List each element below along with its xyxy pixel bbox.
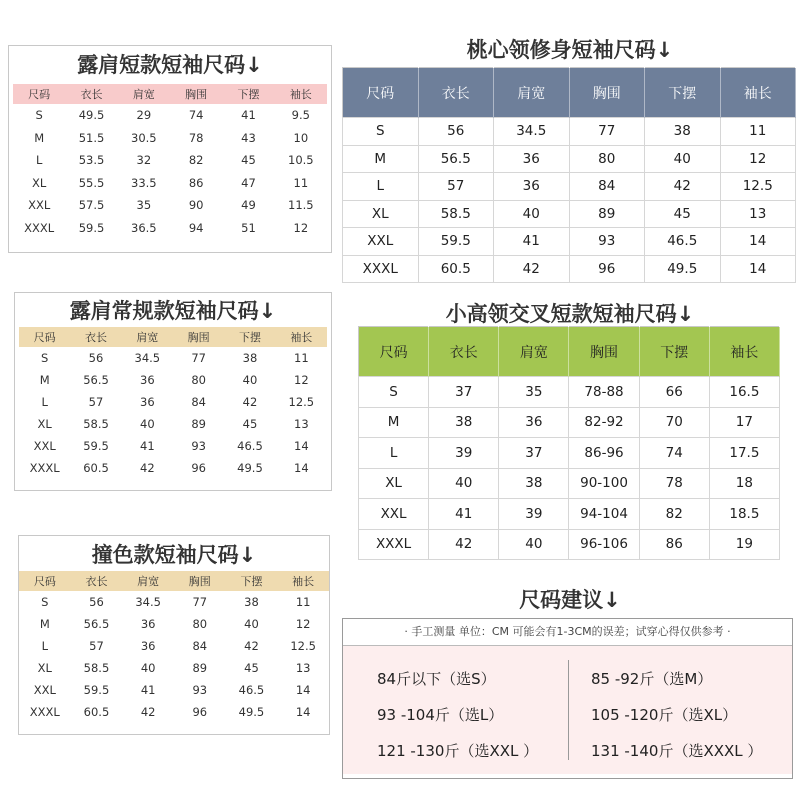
column-header: 胸围 [185, 88, 208, 101]
advice-item: 85 -92斤（选M） [591, 670, 713, 688]
column-header: 袖长 [290, 331, 313, 344]
table-cell: 53.5 [78, 153, 105, 168]
table-cell: 60.5 [83, 461, 109, 475]
table-cell: 38 [499, 468, 569, 499]
size-cell: XXXL [343, 255, 419, 283]
table-cell: 59.5 [83, 439, 109, 453]
table-row [19, 369, 327, 391]
table-row [343, 228, 796, 256]
table-cell: 77 [569, 118, 645, 146]
table-cell: 84 [569, 173, 645, 201]
table-cell: 35 [136, 198, 152, 213]
table-cell: 41 [429, 499, 499, 530]
table-cell: 49.5 [238, 705, 265, 719]
table-cell: 36 [494, 173, 570, 201]
table-cell: 10.5 [288, 153, 314, 168]
table-cell: 11 [295, 595, 311, 609]
column-header: 胸围 [188, 575, 211, 588]
table-cell: 14 [295, 705, 311, 719]
table-cell: 49.5 [645, 255, 721, 283]
table-row [19, 347, 327, 369]
table-header-row [19, 327, 327, 347]
table-cell: 18.5 [709, 499, 779, 530]
table-cell: 11 [720, 118, 796, 146]
table-cell: 14 [720, 228, 796, 256]
size-cell: M [359, 407, 429, 438]
table-cell: 38 [244, 595, 259, 609]
column-header: 袖长 [709, 327, 779, 377]
table-cell: 45 [645, 200, 721, 228]
column-header: 衣长 [85, 575, 108, 588]
table-cell: 82 [188, 153, 204, 168]
column-header: 肩宽 [136, 331, 159, 344]
table-row [359, 499, 780, 530]
table-cell: 37 [499, 438, 569, 469]
size-cell: XL [343, 200, 419, 228]
column-header: 衣长 [429, 327, 499, 377]
table-cell: 34.5 [135, 595, 161, 609]
table-cell: 9.5 [291, 108, 310, 123]
column-header: 尺码 [33, 331, 56, 344]
column-header: 袖长 [720, 68, 796, 118]
table-cell: 34.5 [494, 118, 570, 146]
table-cell: 96 [569, 255, 645, 283]
size-cell: L [359, 438, 429, 469]
table-cell: 41 [494, 228, 570, 256]
table-cell: 12 [720, 145, 796, 173]
table-cell: 57.5 [78, 198, 105, 213]
table-cell: 40 [242, 373, 258, 387]
table-cell: 42 [140, 461, 155, 475]
size-cell: L [343, 173, 419, 201]
column-header: 衣长 [80, 88, 103, 101]
table-cell: 49 [241, 198, 256, 213]
table-cell: 90 [188, 198, 204, 213]
table-title: 露肩短款短袖尺码↓ [77, 53, 263, 77]
column-header: 胸围 [569, 327, 639, 377]
table-cell: 56.5 [83, 617, 110, 631]
table-cell: 56 [88, 351, 104, 365]
table-cell: 12.5 [288, 395, 315, 409]
table-cell: 41 [140, 683, 156, 697]
table-cell: 40 [499, 529, 569, 560]
table-cell: 41 [241, 108, 256, 123]
table-cell: 36 [140, 373, 155, 387]
column-header: 袖长 [292, 575, 315, 588]
table-cell: 42 [429, 529, 499, 560]
size-advice-box [342, 618, 793, 779]
size-cell: M [34, 130, 45, 145]
size-cell: S [35, 108, 43, 123]
table-cell: 40 [244, 617, 259, 631]
table-row [13, 172, 327, 195]
table-cell: 45 [242, 417, 258, 431]
table-row [359, 438, 780, 469]
table-cell: 34.5 [134, 351, 161, 365]
table-cell: 40 [140, 661, 156, 675]
table-cell: 84 [191, 395, 206, 409]
table-cell: 66 [639, 377, 709, 408]
table-cell: 18 [709, 468, 779, 499]
column-header: 尺码 [359, 327, 429, 377]
table-cell: 56.5 [83, 373, 109, 387]
table-cell: 58.5 [418, 200, 494, 228]
table-cell: 16.5 [709, 377, 779, 408]
table-cell: 58.5 [83, 417, 109, 431]
table-cell: 38 [429, 407, 499, 438]
table-row [19, 613, 329, 635]
table-cell: 36 [499, 407, 569, 438]
table-cell: 93 [192, 683, 208, 697]
table-cell: 60.5 [418, 255, 494, 283]
table-cell: 42 [140, 705, 156, 719]
table-cell: 13 [295, 661, 311, 675]
table-cell: 78 [188, 130, 204, 145]
column-header: 袖长 [289, 88, 312, 101]
table-cell: 51 [241, 220, 256, 235]
table-card-taoxin [342, 67, 796, 283]
table-row [13, 194, 327, 217]
table-row [19, 435, 327, 457]
size-table [13, 84, 327, 239]
table-row [19, 457, 327, 479]
size-cell: M [39, 617, 50, 631]
table-cell: 40 [140, 417, 155, 431]
table-cell: 46.5 [645, 228, 721, 256]
table-cell: 41 [140, 439, 155, 453]
table-cell: 43 [241, 130, 256, 145]
table-cell: 59.5 [418, 228, 494, 256]
table-row [13, 104, 327, 127]
table-cell: 45 [241, 153, 256, 168]
table-row [343, 173, 796, 201]
size-cell: S [343, 118, 419, 146]
size-table [19, 327, 327, 479]
table-cell: 96 [191, 461, 206, 475]
table-cell: 56 [418, 118, 494, 146]
table-cell: 77 [191, 351, 206, 365]
column-header: 肩宽 [137, 575, 160, 588]
table-row [19, 591, 329, 613]
table-cell: 40 [429, 468, 499, 499]
column-header: 尺码 [33, 575, 56, 588]
table-title: 桃心领修身短袖尺码↓ [466, 38, 674, 62]
table-cell: 11 [293, 175, 309, 190]
table-cell: 12 [293, 220, 309, 235]
table-row [19, 657, 329, 679]
table-cell: 80 [192, 617, 208, 631]
table-row [19, 679, 329, 701]
size-cell: M [343, 145, 419, 173]
advice-item: 84斤以下（选S） [377, 670, 496, 688]
table-card-zhuangse [18, 535, 330, 735]
table-cell: 13 [720, 200, 796, 228]
table-cell: 90-100 [569, 468, 639, 499]
table-row [359, 529, 780, 560]
size-cell: XL [359, 468, 429, 499]
table-cell: 42 [494, 255, 570, 283]
column-header: 下摆 [238, 331, 261, 344]
table-cell: 74 [188, 108, 204, 123]
size-cell: XXL [33, 683, 56, 697]
column-header: 衣长 [84, 331, 107, 344]
table-cell: 36.5 [131, 220, 157, 235]
table-row [19, 701, 329, 723]
table-cell: 82-92 [569, 407, 639, 438]
table-cell: 94-104 [569, 499, 639, 530]
table-row [359, 377, 780, 408]
table-cell: 56.5 [418, 145, 494, 173]
size-table [358, 326, 780, 560]
size-cell: L [41, 639, 49, 653]
table-cell: 42 [244, 639, 259, 653]
table-cell: 36 [494, 145, 570, 173]
column-header: 尺码 [343, 68, 419, 118]
advice-item: 121 -130斤（选XXL ） [377, 742, 539, 760]
column-header: 衣长 [418, 68, 494, 118]
table-cell: 58.5 [83, 661, 110, 675]
table-row [13, 127, 327, 150]
table-cell: 51.5 [78, 130, 105, 145]
table-cell: 36 [140, 395, 155, 409]
size-cell: L [41, 395, 48, 409]
table-cell: 56 [89, 595, 104, 609]
size-cell: XXXL [359, 529, 429, 560]
size-cell: XL [32, 175, 47, 190]
column-header: 下摆 [645, 68, 721, 118]
table-cell: 89 [569, 200, 645, 228]
table-row [359, 468, 780, 499]
table-cell: 33.5 [131, 175, 157, 190]
table-cell: 12 [294, 373, 309, 387]
table-header-row [13, 84, 327, 104]
table-cell: 80 [569, 145, 645, 173]
column-header: 下摆 [237, 88, 260, 101]
table-row [343, 200, 796, 228]
table-row [13, 217, 327, 240]
table-cell: 82 [639, 499, 709, 530]
table-row [343, 145, 796, 173]
table-cell: 14 [720, 255, 796, 283]
table-cell: 80 [191, 373, 206, 387]
table-card-lujian-short [8, 45, 332, 253]
table-cell: 78-88 [569, 377, 639, 408]
table-cell: 55.5 [78, 175, 105, 190]
table-cell: 93 [569, 228, 645, 256]
table-cell: 86 [639, 529, 709, 560]
size-table [19, 571, 329, 723]
table-cell: 35 [499, 377, 569, 408]
table-cell: 13 [294, 417, 309, 431]
size-cell: XXXL [29, 461, 60, 475]
table-cell: 57 [89, 639, 104, 653]
table-cell: 37 [429, 377, 499, 408]
table-header-row [343, 68, 796, 118]
advice-item: 105 -120斤（选XL） [591, 706, 738, 724]
table-cell: 14 [294, 439, 309, 453]
table-row [359, 407, 780, 438]
table-cell: 46.5 [238, 683, 265, 697]
size-cell: M [39, 373, 50, 387]
table-cell: 89 [192, 661, 208, 675]
column-header: 肩宽 [499, 327, 569, 377]
advice-body [343, 646, 792, 774]
table-row [19, 413, 327, 435]
table-cell: 77 [192, 595, 208, 609]
table-cell: 96-106 [569, 529, 639, 560]
table-cell: 11 [294, 351, 309, 365]
table-cell: 57 [418, 173, 494, 201]
column-header: 肩宽 [494, 68, 570, 118]
table-cell: 14 [294, 461, 309, 475]
table-cell: 93 [191, 439, 206, 453]
table-card-xiaogaoling [358, 326, 780, 560]
table-cell: 42 [242, 395, 258, 409]
table-cell: 29 [136, 108, 152, 123]
size-cell: XXL [28, 198, 51, 213]
size-cell: XL [37, 417, 52, 431]
table-cell: 36 [140, 617, 156, 631]
size-cell: S [359, 377, 429, 408]
table-cell: 12.5 [720, 173, 796, 201]
table-cell: 42 [645, 173, 721, 201]
column-header: 胸围 [187, 331, 210, 344]
table-cell: 94 [188, 220, 204, 235]
table-cell: 89 [191, 417, 206, 431]
table-row [343, 118, 796, 146]
advice-divider [568, 660, 569, 760]
table-cell: 49.5 [237, 461, 263, 475]
table-cell: 47 [241, 175, 256, 190]
table-cell: 17.5 [709, 438, 779, 469]
column-header: 下摆 [639, 327, 709, 377]
column-header: 下摆 [240, 575, 263, 588]
table-row [343, 255, 796, 283]
size-cell: S [41, 595, 49, 609]
table-cell: 32 [136, 153, 152, 168]
measurement-note: · 手工测量 单位：CM 可能会有1-3CM的误差；试穿心得仅供参考 · [343, 619, 792, 646]
table-cell: 10 [293, 130, 309, 145]
table-cell: 57 [88, 395, 104, 409]
table-cell: 59.5 [83, 683, 110, 697]
table-title: 撞色款短袖尺码↓ [91, 543, 257, 567]
table-header-row [19, 571, 329, 591]
table-card-lujian-regular [14, 292, 332, 491]
column-header: 胸围 [569, 68, 645, 118]
table-row [13, 149, 327, 172]
table-cell: 19 [709, 529, 779, 560]
table-cell: 84 [192, 639, 208, 653]
table-header-row [359, 327, 780, 377]
size-cell: XXXL [29, 705, 60, 719]
table-cell: 12.5 [290, 639, 316, 653]
table-cell: 14 [295, 683, 311, 697]
size-cell: XXXL [24, 220, 55, 235]
table-title: 露肩常规款短袖尺码↓ [69, 299, 277, 323]
advice-item: 93 -104斤（选L） [377, 706, 504, 724]
size-cell: S [41, 351, 49, 365]
size-table [342, 67, 796, 283]
table-cell: 40 [645, 145, 721, 173]
table-cell: 30.5 [131, 130, 157, 145]
table-cell: 49.5 [78, 108, 105, 123]
table-cell: 46.5 [237, 439, 263, 453]
size-cell: XXL [33, 439, 56, 453]
table-cell: 12 [295, 617, 311, 631]
table-cell: 40 [494, 200, 570, 228]
table-cell: 17 [709, 407, 779, 438]
table-cell: 70 [639, 407, 709, 438]
table-row [19, 635, 329, 657]
table-cell: 11.5 [288, 198, 314, 213]
table-title: 小高领交叉短款短袖尺码↓ [445, 302, 695, 326]
column-header: 肩宽 [132, 88, 155, 101]
table-cell: 45 [244, 661, 259, 675]
table-cell: 74 [639, 438, 709, 469]
advice-title: 尺码建议↓ [519, 588, 621, 612]
column-header: 尺码 [28, 88, 51, 101]
advice-item: 131 -140斤（选XXXL ） [591, 742, 763, 760]
table-cell: 59.5 [78, 220, 105, 235]
size-cell: XXL [343, 228, 419, 256]
table-cell: 39 [499, 499, 569, 530]
table-cell: 36 [140, 639, 156, 653]
table-cell: 38 [242, 351, 258, 365]
table-cell: 39 [429, 438, 499, 469]
size-cell: XXL [359, 499, 429, 530]
size-cell: L [35, 153, 43, 168]
table-cell: 86-96 [569, 438, 639, 469]
size-cell: XL [37, 661, 52, 675]
table-cell: 78 [639, 468, 709, 499]
table-cell: 38 [645, 118, 721, 146]
table-cell: 96 [192, 705, 208, 719]
table-cell: 86 [188, 175, 204, 190]
table-cell: 60.5 [83, 705, 110, 719]
table-row [19, 391, 327, 413]
